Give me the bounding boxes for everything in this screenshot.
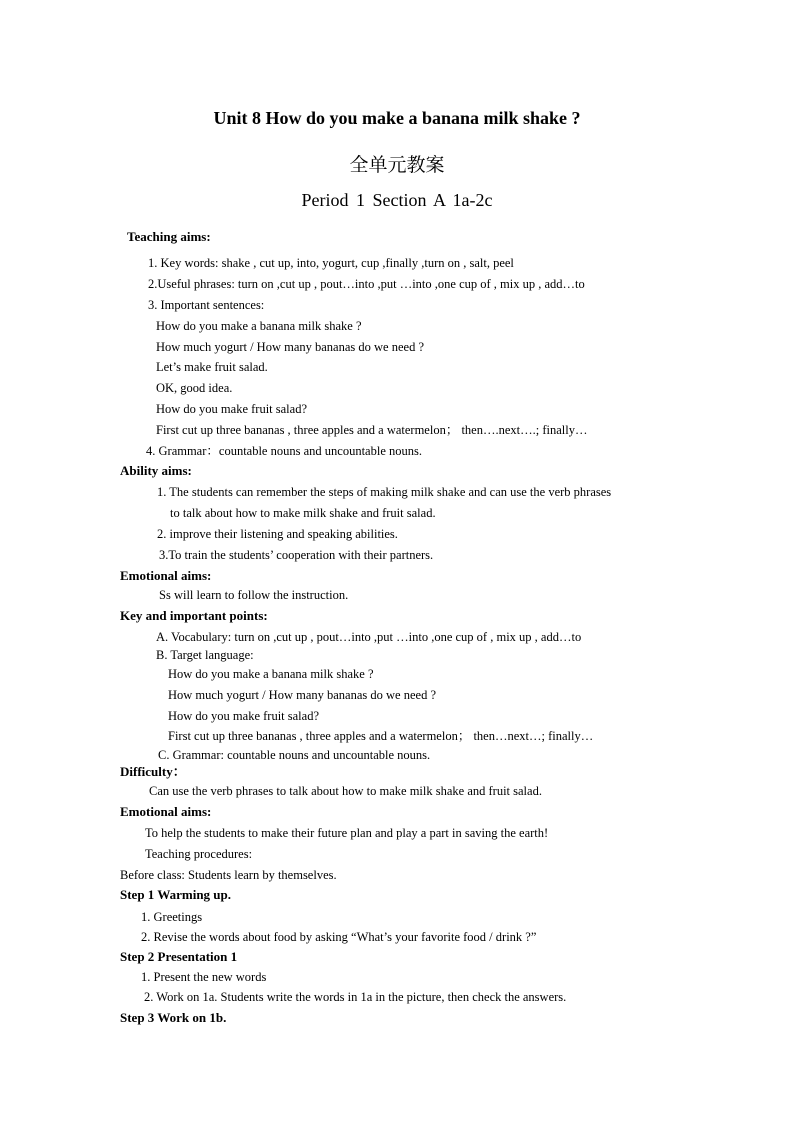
step2-item: 2. Work on 1a. Students write the words in 1a in the picture, then check the answers. [144, 990, 567, 1004]
ability-aim-item: 3.To train the students’ cooperation with their partners. [159, 548, 434, 562]
key-point-item: How do you make a banana milk shake ? [168, 667, 374, 681]
difficulty-text: Can use the verb phrases to talk about how to make milk shake and fruit salad. [149, 784, 542, 798]
step1-heading: Step 1 Warming up. [120, 887, 232, 902]
key-points-heading: Key and important points: [120, 608, 268, 623]
emotional-aims-text-2: To help the students to make their future plan and play a part in saving the earth! [145, 826, 549, 840]
teaching-aims-heading: Teaching aims: [127, 229, 211, 244]
teaching-aim-item: OK, good idea. [156, 381, 233, 395]
teaching-aim-item: 3. Important sentences: [148, 298, 265, 312]
step1-item: 1. Greetings [141, 910, 203, 924]
step1-item: 2. Revise the words about food by asking “What’s your favorite food / drink ?” [141, 930, 537, 944]
emotional-aims-heading: Emotional aims: [120, 568, 212, 583]
teaching-aim-item: How do you make fruit salad? [156, 402, 308, 416]
step2-item: 1. Present the new words [141, 970, 267, 984]
ability-aims-heading: Ability aims: [120, 463, 192, 478]
emotional-aims-heading-2: Emotional aims: [120, 804, 212, 819]
teaching-procedures-label: Teaching procedures: [145, 847, 253, 861]
key-point-item: How much yogurt / How many bananas do we need ? [168, 688, 436, 702]
key-point-item: How do you make fruit salad? [168, 709, 320, 723]
key-point-item: C. Grammar: countable nouns and uncountable nouns. [158, 748, 431, 762]
chinese-subtitle: 全单元教案 [349, 154, 445, 176]
document-title: Unit 8 How do you make a banana milk shake ? [213, 108, 581, 128]
step3-heading: Step 3 Work on 1b. [120, 1010, 227, 1025]
teaching-aim-item: 4. Grammar：countable nouns and uncountable nouns. [146, 444, 422, 458]
key-point-item: A. Vocabulary: turn on ,cut up , pout…into ,put …into ,one cup of , mix up , add…to [156, 630, 582, 644]
teaching-aim-item: How much yogurt / How many bananas do we need ? [156, 340, 424, 354]
teaching-aim-item: How do you make a banana milk shake ? [156, 319, 362, 333]
teaching-aim-item: 1. Key words: shake , cut up, into, yogurt, cup ,finally ,turn on , salt, peel [148, 256, 514, 270]
before-class-line: Before class: Students learn by themselves. [120, 868, 337, 882]
step2-heading: Step 2 Presentation 1 [120, 949, 238, 964]
key-point-item: First cut up three bananas , three apples and a watermelon； then…next…; finally… [168, 729, 594, 743]
teaching-aim-item: Let’s make fruit salad. [156, 360, 268, 374]
ability-aim-item: 2. improve their listening and speaking abilities. [157, 527, 398, 541]
teaching-aim-item: 2.Useful phrases: turn on ,cut up , pout…into ,put …into ,one cup of , mix up , add…to [148, 277, 585, 291]
emotional-aims-text: Ss will learn to follow the instruction. [159, 588, 349, 602]
ability-aim-item: to talk about how to make milk shake and fruit salad. [170, 506, 436, 520]
difficulty-heading: Difficulty： [120, 764, 186, 779]
ability-aim-item: 1. The students can remember the steps of making milk shake and can use the verb phrases [157, 485, 612, 499]
period-heading: Period 1 Section A 1a-2c [301, 190, 493, 210]
teaching-aim-item: First cut up three bananas , three apples and a watermelon； then….next….; finally… [156, 423, 588, 437]
key-point-item: B. Target language: [156, 648, 254, 662]
